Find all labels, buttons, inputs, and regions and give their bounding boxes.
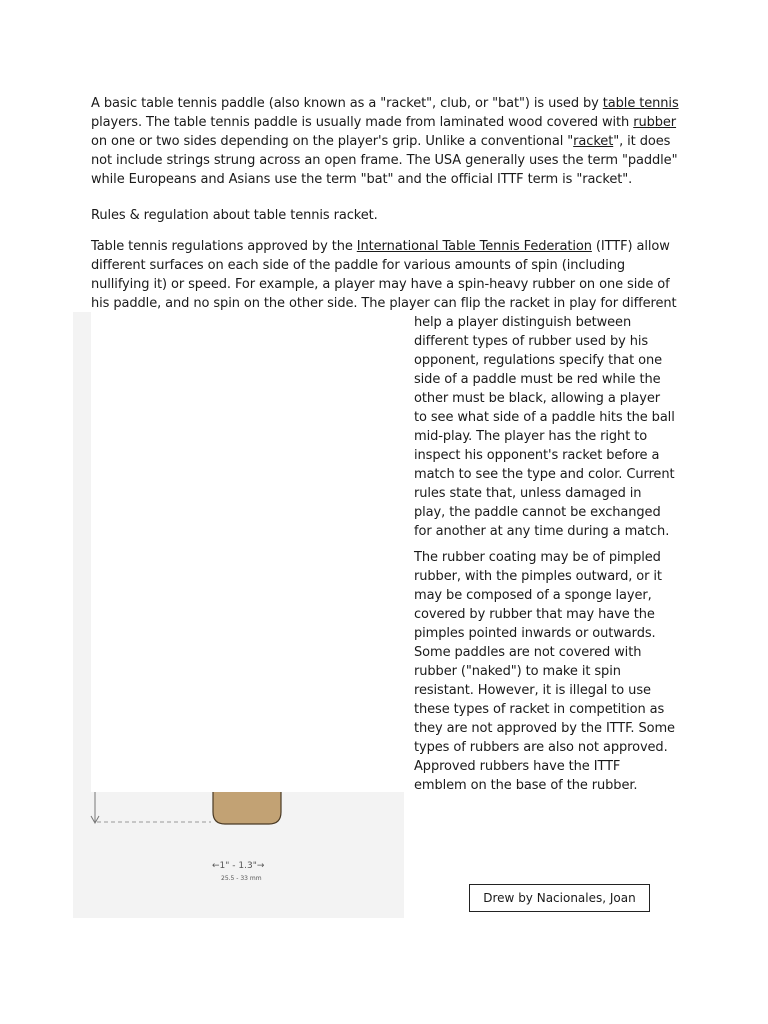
rubber-coating-paragraph: The rubber coating may be of pimpled rubber, with the pimples outward, or it may be composed of a sponge layer, covered by rubber that may have the pimples pointed inwards or outwards. Some paddles are not covered with rubber ("naked") to make it spin resistant. However, it is illegal to use these types of racket in competition as they are not approved by the ITTF. Some types of rubbers are also not approved. Approved rubbers have the ITTF emblem on the base of the rubber.: [414, 550, 675, 793]
handle-width-mm: 25.5 - 33 mm: [221, 875, 262, 882]
intro-paragraph: A basic table tennis paddle (also known as a "racket", club, or "bat") is used by table tennis players. The table tennis paddle is usually made from laminated wood covered with rubber on one or two sides depending on the player's grip. Unlike a conventional "racket", it does not include strings strung across an open frame. The USA generally uses the term "paddle" while Europeans and Asians use the term "bat" and the official ITTF term is "racket".: [91, 96, 679, 187]
section-heading: Rules & regulation about table tennis racket.: [91, 208, 378, 223]
handle-width-in: ←1" - 1.3"→: [212, 861, 265, 871]
link-racket[interactable]: racket: [573, 134, 614, 149]
regulations-paragraph: Table tennis regulations approved by the International Table Tennis Federation (ITTF) allow different surfaces on each side of the paddle for various amounts of spin (including nullifying it) or speed. For example, a player may have a spin-heavy rubber on one side of his paddle, and no spin on the other side. The player can flip the racket in play for different: [91, 239, 677, 311]
drawing-credit-caption: Drew by Nacionales, Joan: [469, 884, 650, 912]
link-rubber[interactable]: rubber: [633, 115, 677, 130]
drawing-blank-area: [91, 312, 404, 792]
link-table-tennis[interactable]: table tennis: [602, 96, 679, 111]
link-ittf[interactable]: International Table Tennis Federation: [356, 239, 592, 254]
paddle-drawing: [73, 312, 404, 918]
paddle-handle: [213, 790, 281, 824]
regulations-paragraph-continued: help a player distinguish between different types of rubber used by his opponent, regulations specify that one side of a paddle must be red while the other must be black, allowing a player to see what side of a paddle hits the ball mid-play. The player has the right to inspect his opponent's racket before a match to see the type and color. Current rules state that, unless damaged in play, the paddle cannot be exchanged for another at any time during a match.: [414, 315, 675, 539]
